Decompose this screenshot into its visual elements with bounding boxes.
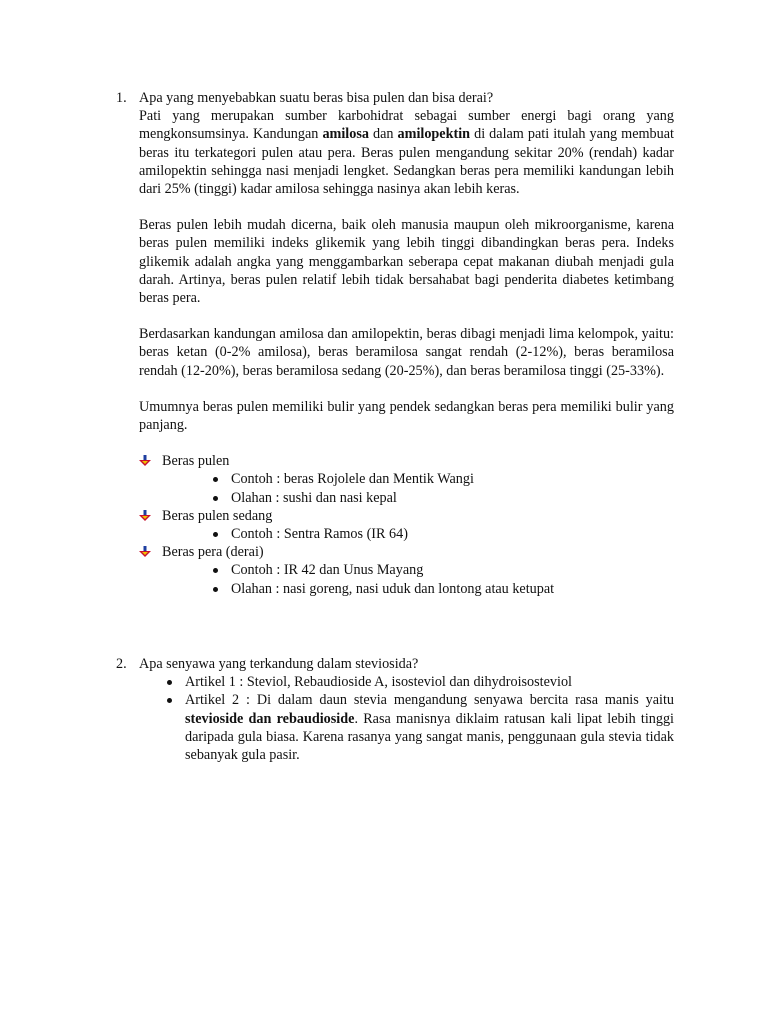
list-item: Olahan : nasi goreng, nasi uduk dan lontong atau ketupat <box>208 580 674 598</box>
list-item: Artikel 1 : Steviol, Rebaudioside A, isosteviol dan dihydroisosteviol <box>162 673 674 691</box>
list-item: Olahan : sushi dan nasi kepal <box>208 489 674 507</box>
arrow-bullet-icon <box>139 455 151 467</box>
list-item <box>139 543 674 598</box>
arrow-bullet-icon <box>139 546 151 558</box>
rice-type-list <box>139 452 674 598</box>
question-2-number: 2. <box>116 656 127 672</box>
article-list <box>139 673 674 764</box>
answer-1-paragraph-2: Beras pulen lebih mudah dicerna, baik oleh manusia maupun oleh mikroorganisme, karena beras pulen memiliki indeks glikemik yang lebih tinggi dibandingkan beras pera. Indeks glikemik adalah angka yang menggambarkan seberapa cepat makanan diubah menjadi gula darah. Artinya, beras pulen relatif lebih tidak bersahabat bagi penderita diabetes ketimbang beras pera. <box>139 217 674 307</box>
question-1 <box>0 89 768 598</box>
question-2 <box>0 655 768 764</box>
answer-1-paragraph-3: Berdasarkan kandungan amilosa dan amilopektin, beras dibagi menjadi lima kelompok, yaitu: beras ketan (0-2% amilosa), beras beramilosa sangat rendah (2-12%), beras beramilosa rendah (12-20%), beras beramilosa sedang (20-25%), dan beras beramilosa tinggi (25-33%). <box>139 326 674 379</box>
term-stevioside-rebaudioside: stevioside dan rebaudioside <box>185 710 355 727</box>
list-item <box>139 507 674 543</box>
answer-1-paragraph-4: Umumnya beras pulen memiliki bulir yang pendek sedangkan beras pera memiliki bulir yang panjang. <box>139 398 674 434</box>
answer-2 <box>139 673 674 764</box>
term-amilopektin: amilopektin <box>397 126 471 143</box>
list-item: Contoh : beras Rojolele dan Mentik Wangi <box>208 470 674 488</box>
term-amilosa: amilosa <box>322 126 369 143</box>
group-label: Beras pulen <box>162 453 230 470</box>
question-1-number: 1. <box>116 90 127 106</box>
question-2-line <box>0 655 768 673</box>
list-item: Contoh : IR 42 dan Unus Mayang <box>208 561 674 579</box>
group-label: Beras pulen sedang <box>162 507 273 524</box>
answer-1 <box>139 107 674 598</box>
list-item: Artikel 2 : Di dalam daun stevia mengandung senyawa bercita rasa manis yaitu stevioside dan rebaudioside. Rasa manisnya diklaim ratusan kali lipat lebih tinggi daripada gula biasa. Karena rasanya yang sangat manis, penggunaan gula stevia tidak sebanyak gula pasir. <box>162 691 674 764</box>
question-2-text: Apa senyawa yang terkandung dalam steviosida? <box>139 656 419 672</box>
answer-1-paragraph-1: Pati yang merupakan sumber karbohidrat sebagai sumber energi bagi orang yang mengkonsumsinya. Kandungan amilosa dan amilopektin di dalam pati itulah yang membuat beras itu terkategori pulen atau pera. Beras pulen mengandung sekitar 20% (rendah) kadar amilopektin sehingga nasi menjadi lengket. Sedangkan beras pera memiliki kandungan lebih dari 25% (tinggi) kadar amilosa sehingga nasinya akan lebih keras. <box>139 108 674 198</box>
question-1-line <box>0 89 768 107</box>
question-1-text: Apa yang menyebabkan suatu beras bisa pulen dan bisa derai? <box>139 90 494 106</box>
group-label: Beras pera (derai) <box>162 544 264 561</box>
arrow-bullet-icon <box>139 510 151 522</box>
list-item: Contoh : Sentra Ramos (IR 64) <box>208 525 674 543</box>
list-item <box>139 452 674 507</box>
